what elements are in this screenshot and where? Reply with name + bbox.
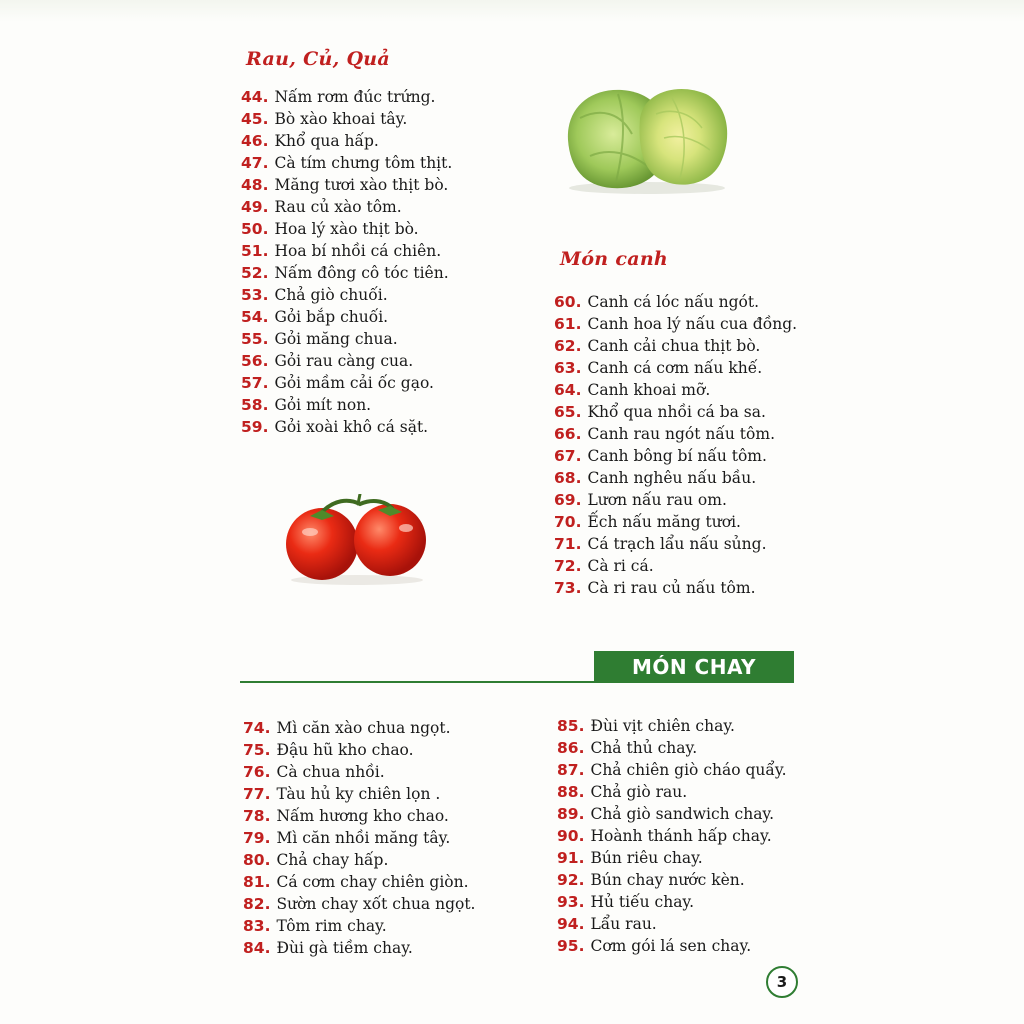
item-text: Canh khoai mỡ. xyxy=(587,381,711,399)
item-text: Chả giò sandwich chay. xyxy=(590,805,775,823)
list-item xyxy=(243,937,476,959)
item-number: 71. xyxy=(554,535,582,553)
item-text: Chả giò rau. xyxy=(590,783,688,801)
list-item xyxy=(554,291,797,313)
list-item xyxy=(554,379,797,401)
list-item xyxy=(241,86,452,108)
recipe-list-mon-chay-right xyxy=(557,715,787,957)
item-number: 62. xyxy=(554,337,582,355)
list-item xyxy=(554,401,797,423)
item-text: Nấm đông cô tóc tiên. xyxy=(274,264,449,282)
item-text: Gỏi xoài khô cá sặt. xyxy=(274,418,429,436)
item-number: 68. xyxy=(554,469,582,487)
item-number: 48. xyxy=(241,176,269,194)
item-number: 54. xyxy=(241,308,269,326)
cabbage-illustration xyxy=(560,78,735,196)
item-text: Cà chua nhồi. xyxy=(276,763,385,781)
list-item xyxy=(241,284,452,306)
item-number: 49. xyxy=(241,198,269,216)
list-item xyxy=(241,174,452,196)
list-item xyxy=(241,108,452,130)
list-item xyxy=(241,350,452,372)
list-item xyxy=(554,423,797,445)
item-number: 66. xyxy=(554,425,582,443)
list-item xyxy=(243,783,476,805)
list-item xyxy=(241,218,452,240)
item-text: Khổ qua nhồi cá ba sa. xyxy=(587,403,766,421)
item-text: Gỏi mít non. xyxy=(274,396,372,414)
item-text: Nấm rơm đúc trứng. xyxy=(274,88,436,106)
item-number: 85. xyxy=(557,717,585,735)
item-number: 55. xyxy=(241,330,269,348)
item-number: 79. xyxy=(243,829,271,847)
item-number: 92. xyxy=(557,871,585,889)
list-item xyxy=(557,825,787,847)
item-text: Hoa bí nhồi cá chiên. xyxy=(274,242,442,260)
item-number: 76. xyxy=(243,763,271,781)
item-number: 69. xyxy=(554,491,582,509)
item-text: Đậu hũ kho chao. xyxy=(276,741,414,759)
list-item xyxy=(243,739,476,761)
list-item xyxy=(241,262,452,284)
list-item xyxy=(554,577,797,599)
item-number: 73. xyxy=(554,579,582,597)
page-number: 3 xyxy=(766,966,798,998)
item-number: 87. xyxy=(557,761,585,779)
item-text: Canh rau ngót nấu tôm. xyxy=(587,425,775,443)
item-text: Lươn nấu rau om. xyxy=(587,491,727,509)
item-number: 51. xyxy=(241,242,269,260)
item-number: 86. xyxy=(557,739,585,757)
item-number: 57. xyxy=(241,374,269,392)
item-text: Cá trạch lẩu nấu sủng. xyxy=(587,535,767,553)
item-text: Canh hoa lý nấu cua đồng. xyxy=(587,315,798,333)
item-text: Tôm rim chay. xyxy=(276,917,387,935)
list-item xyxy=(557,715,787,737)
item-number: 60. xyxy=(554,293,582,311)
item-text: Cơm gói lá sen chay. xyxy=(590,937,752,955)
item-text: Chả giò chuối. xyxy=(274,286,388,304)
item-number: 82. xyxy=(243,895,271,913)
item-text: Hủ tiếu chay. xyxy=(590,893,695,911)
item-number: 70. xyxy=(554,513,582,531)
item-text: Tàu hủ ky chiên lọn . xyxy=(276,785,441,803)
section-title-rau-cu-qua: Rau, Củ, Quả xyxy=(246,48,391,70)
section-title-mon-chay: MÓN CHAY xyxy=(594,651,794,683)
tomato-illustration xyxy=(282,494,432,586)
item-number: 53. xyxy=(241,286,269,304)
list-item xyxy=(554,313,797,335)
list-item xyxy=(243,893,476,915)
item-number: 44. xyxy=(241,88,269,106)
list-item xyxy=(241,196,452,218)
list-item xyxy=(557,759,787,781)
list-item xyxy=(241,152,452,174)
list-item xyxy=(554,445,797,467)
item-number: 88. xyxy=(557,783,585,801)
item-number: 80. xyxy=(243,851,271,869)
top-band xyxy=(0,0,1024,22)
item-number: 63. xyxy=(554,359,582,377)
list-item xyxy=(241,416,452,438)
item-number: 50. xyxy=(241,220,269,238)
item-number: 94. xyxy=(557,915,585,933)
item-text: Canh cải chua thịt bò. xyxy=(587,337,761,355)
item-text: Hoành thánh hấp chay. xyxy=(590,827,772,845)
list-item xyxy=(557,891,787,913)
item-number: 84. xyxy=(243,939,271,957)
item-text: Cá cơm chay chiên giòn. xyxy=(276,873,469,891)
item-text: Gỏi rau càng cua. xyxy=(274,352,414,370)
list-item xyxy=(241,328,452,350)
list-item xyxy=(243,871,476,893)
item-text: Canh bông bí nấu tôm. xyxy=(587,447,767,465)
item-text: Bún chay nước kèn. xyxy=(590,871,745,889)
item-text: Đùi vịt chiên chay. xyxy=(590,717,735,735)
item-number: 61. xyxy=(554,315,582,333)
item-number: 46. xyxy=(241,132,269,150)
item-text: Cà ri cá. xyxy=(587,557,654,575)
list-item xyxy=(241,240,452,262)
item-number: 65. xyxy=(554,403,582,421)
item-text: Rau củ xào tôm. xyxy=(274,198,402,216)
item-text: Hoa lý xào thịt bò. xyxy=(274,220,419,238)
item-text: Canh nghêu nấu bầu. xyxy=(587,469,757,487)
list-item xyxy=(557,869,787,891)
item-number: 83. xyxy=(243,917,271,935)
list-item xyxy=(243,805,476,827)
item-number: 95. xyxy=(557,937,585,955)
list-item xyxy=(557,935,787,957)
item-text: Khổ qua hấp. xyxy=(274,132,379,150)
item-text: Lẩu rau. xyxy=(590,915,657,933)
item-text: Gỏi mầm cải ốc gạo. xyxy=(274,374,434,392)
item-text: Canh cá cơm nấu khế. xyxy=(587,359,763,377)
item-number: 72. xyxy=(554,557,582,575)
item-text: Chả chay hấp. xyxy=(276,851,389,869)
item-text: Gỏi măng chua. xyxy=(274,330,398,348)
item-text: Đùi gà tiềm chay. xyxy=(276,939,413,957)
list-item xyxy=(554,533,797,555)
item-number: 56. xyxy=(241,352,269,370)
list-item xyxy=(241,394,452,416)
item-number: 47. xyxy=(241,154,269,172)
list-item xyxy=(554,555,797,577)
list-item xyxy=(554,335,797,357)
item-number: 81. xyxy=(243,873,271,891)
item-text: Mì căn xào chua ngọt. xyxy=(276,719,451,737)
list-item xyxy=(557,913,787,935)
list-item xyxy=(241,306,452,328)
item-text: Ếch nấu măng tươi. xyxy=(587,513,741,531)
item-text: Mì căn nhồi măng tây. xyxy=(276,829,451,847)
item-text: Măng tươi xào thịt bò. xyxy=(274,176,449,194)
list-item xyxy=(557,781,787,803)
item-number: 93. xyxy=(557,893,585,911)
item-number: 74. xyxy=(243,719,271,737)
item-text: Gỏi bắp chuối. xyxy=(274,308,389,326)
recipe-list-rau-cu-qua xyxy=(241,86,452,438)
item-number: 45. xyxy=(241,110,269,128)
list-item xyxy=(241,372,452,394)
recipe-list-mon-chay-left xyxy=(243,717,476,959)
item-number: 59. xyxy=(241,418,269,436)
list-item xyxy=(554,357,797,379)
item-number: 91. xyxy=(557,849,585,867)
item-number: 58. xyxy=(241,396,269,414)
item-number: 64. xyxy=(554,381,582,399)
list-item xyxy=(557,847,787,869)
list-item xyxy=(557,803,787,825)
list-item xyxy=(557,737,787,759)
item-number: 90. xyxy=(557,827,585,845)
item-text: Nấm hương kho chao. xyxy=(276,807,449,825)
list-item xyxy=(554,511,797,533)
item-text: Canh cá lóc nấu ngót. xyxy=(587,293,759,311)
item-text: Cà tím chưng tôm thịt. xyxy=(274,154,453,172)
item-text: Sườn chay xốt chua ngọt. xyxy=(276,895,476,913)
list-item xyxy=(243,827,476,849)
item-number: 67. xyxy=(554,447,582,465)
list-item xyxy=(241,130,452,152)
list-item xyxy=(554,467,797,489)
list-item xyxy=(243,915,476,937)
recipe-list-mon-canh xyxy=(554,291,797,599)
section-title-mon-canh: Món canh xyxy=(560,248,669,270)
item-text: Bún riêu chay. xyxy=(590,849,703,867)
item-number: 75. xyxy=(243,741,271,759)
item-number: 89. xyxy=(557,805,585,823)
list-item xyxy=(554,489,797,511)
list-item xyxy=(243,717,476,739)
item-number: 52. xyxy=(241,264,269,282)
item-text: Bò xào khoai tây. xyxy=(274,110,408,128)
item-number: 78. xyxy=(243,807,271,825)
item-number: 77. xyxy=(243,785,271,803)
item-text: Chả chiên giò cháo quẩy. xyxy=(590,761,787,779)
list-item xyxy=(243,849,476,871)
item-text: Chả thủ chay. xyxy=(590,739,698,757)
item-text: Cà ri rau củ nấu tôm. xyxy=(587,579,756,597)
list-item xyxy=(243,761,476,783)
